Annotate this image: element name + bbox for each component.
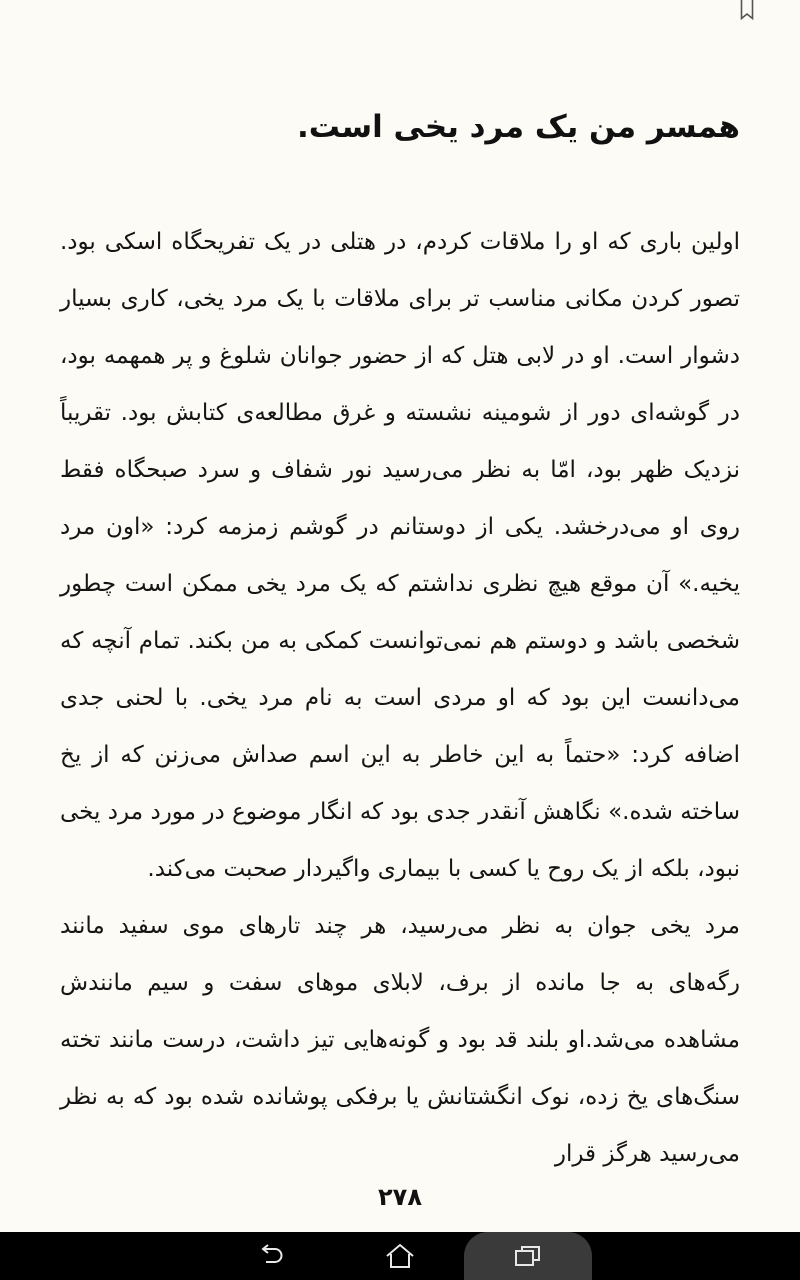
back-button[interactable] <box>232 1232 312 1280</box>
body-text <box>60 214 740 1183</box>
back-icon <box>258 1244 286 1268</box>
home-button[interactable] <box>360 1232 440 1280</box>
bookmark-icon[interactable] <box>740 0 754 20</box>
recents-icon <box>514 1244 542 1268</box>
navigation-bar <box>0 1232 800 1280</box>
paragraph: مرد یخی جوان به نظر می‌رسید، هر چند تارهای موی سفید مانند رگه‌های به جا مانده از برف، لابلای موهای سفت و سیم مانندش مشاهده می‌شد.او بلند قد بود و گونه‌هایی تیز داشت، درست مانند تخته سنگ‌های یخ زده، نوک انگشتانش یا برفکی پوشانده شده بود که به نظر می‌رسید هرگز قرار <box>60 913 740 1167</box>
home-icon <box>385 1243 415 1269</box>
chapter-title: همسر من یک مرد یخی است. <box>297 109 740 145</box>
page-number: ۲۷۸ <box>378 1183 422 1211</box>
paragraph: اولین باری که او را ملاقات کردم، در هتلی در یک تفریحگاه اسکی بود. تصور کردن مکانی مناسب تر برای ملاقات با یک مرد یخی، کاری بسیار دشوار است. او در لابی هتل که از حضور جوانان شلوغ و پر همهمه بود، در گوشه‌ای دور از شومینه نشسته و غرق مطالعه‌ی کتابش بود. تقریباً نزدیک ظهر بود، امّا به نظر می‌رسید نور شفاف و سرد صبحگاه فقط روی او می‌درخشد. یکی از دوستانم در گوشم زمزمه کرد: «اون مرد یخیه.» آن موقع هیچ نظری نداشتم که یک مرد یخی ممکن است چطور شخصی باشد و دوستم هم نمی‌توانست کمکی به من بکند. تمام آنچه که می‌دانست این بود که او مردی است به نام مرد یخی. با لحنی جدی اضافه کرد: «حتماً به این خاطر به این اسم صداش می‌زنن که از یخ ساخته شده.» نگاهش آنقدر جدی بود که انگار موضوع در مورد مرد یخی نبود، بلکه از یک روح یا کسی با بیماری واگیردار صحبت می‌کند. <box>60 229 740 882</box>
recents-button[interactable] <box>464 1232 592 1280</box>
